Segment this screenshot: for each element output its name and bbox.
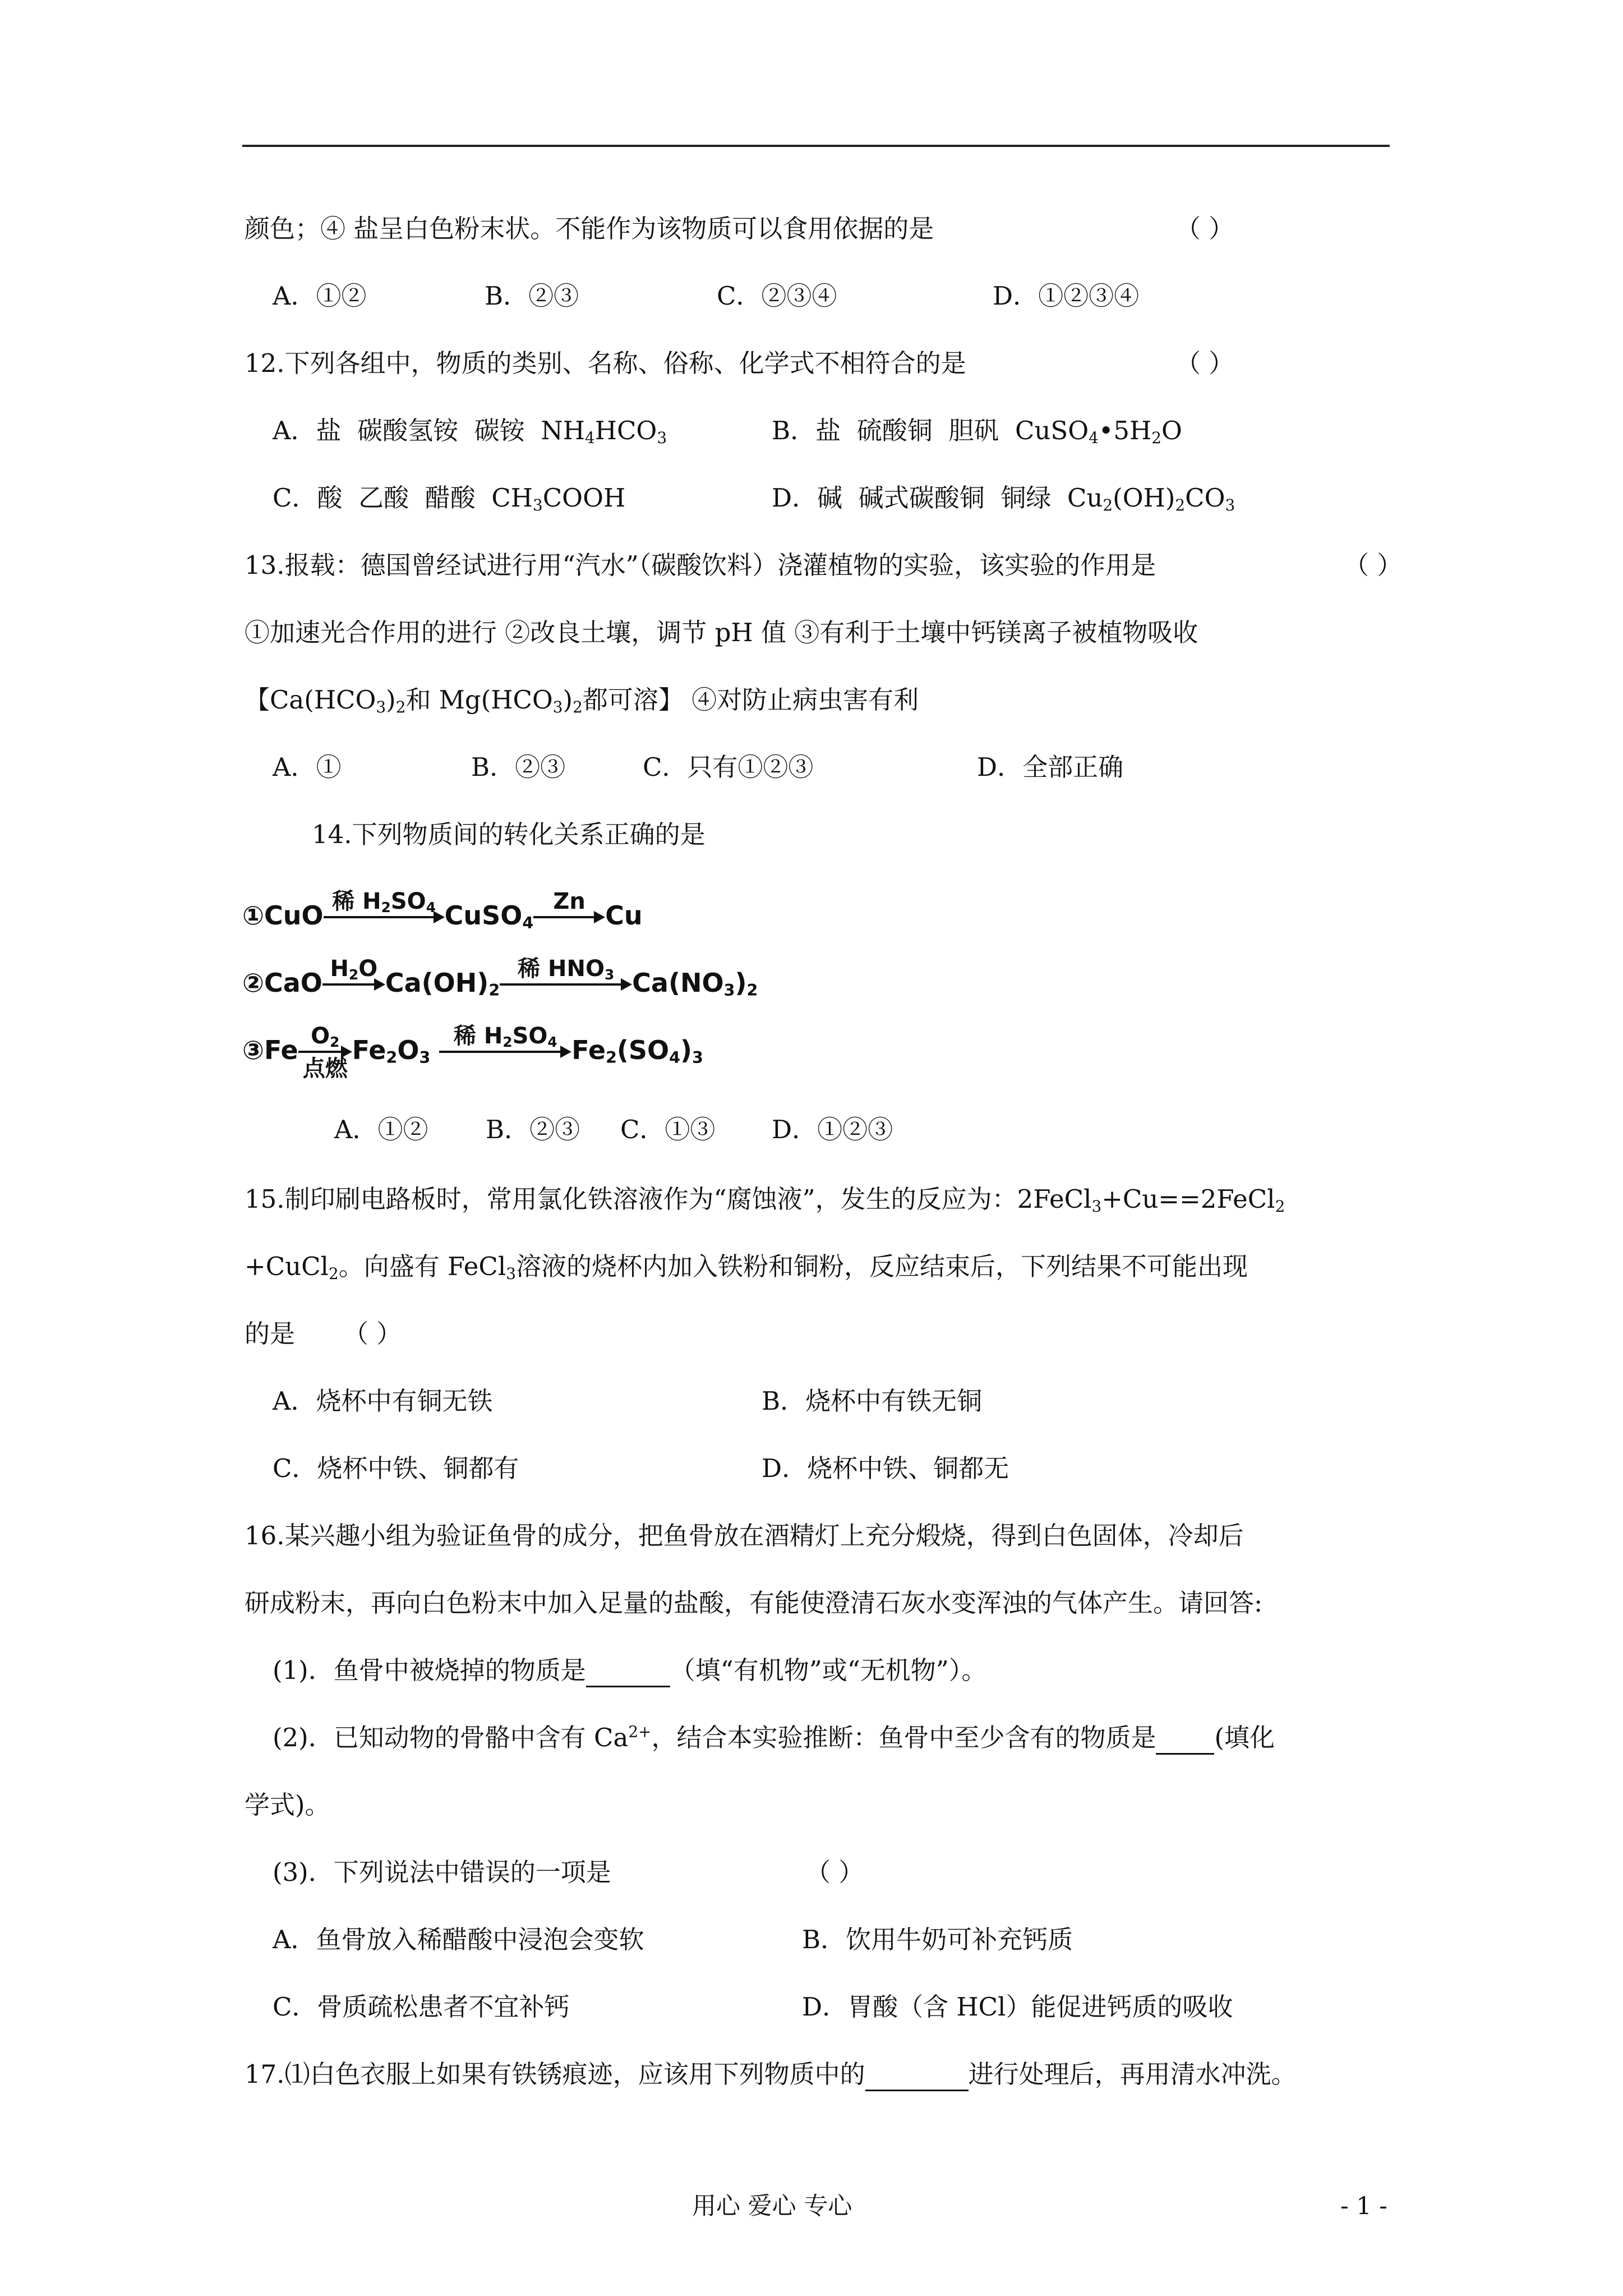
reaction-arrow: 稀 $H_2SO_4$ [439, 1044, 571, 1061]
q14-reaction-1: ①CuO 稀 $H_2SO_4$ CuSO$_4$ Zn Cu [242, 888, 643, 933]
q14-option-d: D．①②③ [772, 1115, 893, 1144]
q13-line3: 【$Ca(HCO_3)_2$和 $Mg(HCO_3)_2$都可溶】 ④对防止病虫害有利 [245, 685, 919, 716]
q15-line2: +CuCl$_2$。向盛有 FeCl$_3$溶液的烧杯内加入铁粉和铜粉，反应结束后，下列结果不可能出现 [245, 1251, 1248, 1283]
q13-stem: 13.报载：德国曾经试进行用“汽水”（碳酸饮料）浇灌植物的实验，该实验的作用是 （ ） [245, 549, 1422, 582]
q12-option-b: B．盐 硫酸铜 胆矾 $CuSO_4•5H_2O$ [772, 416, 1182, 447]
answer-blank[interactable] [1156, 1729, 1214, 1755]
q16-option-c: C．骨质疏松患者不宜补钙 [273, 1992, 570, 2022]
q15-line3: 的是 （ ） [245, 1319, 402, 1349]
q14-option-a: A．①② [334, 1115, 428, 1144]
q14-reaction-3: ③Fe $O_2$ 点燃 $Fe_2O_3$ 稀 $H_2SO_4$ $Fe_2(SO_4)_3$ [242, 1023, 703, 1082]
q13-option-d: D．全部正确 [977, 752, 1124, 782]
q13-option-b: B．②③ [471, 752, 566, 782]
q16-part2: (2)．已知动物的骨骼中含有 $Ca^{2+}$，结合本实验推断：鱼骨中至少含有的物质是 (填化 [273, 1721, 1275, 1755]
q16-option-d: D．胃酸（含 HCl）能促进钙质的吸收 [802, 1992, 1233, 2022]
q11-option-b: B．②③ [485, 281, 579, 311]
q16-part3: (3)．下列说法中错误的一项是 （ ） [273, 1856, 1282, 1889]
q12-option-a: A．盐 碳酸氢铵 碳铵 $NH_4HCO_3$ [273, 416, 667, 447]
q15-option-a: A．烧杯中有铜无铁 [273, 1386, 493, 1416]
q17-part1: 17.⑴白色衣服上如果有铁锈痕迹，应该用下列物质中的 进行处理后，再用清水冲洗。 [245, 2058, 1297, 2091]
q15-option-b: B．烧杯中有铁无铜 [762, 1386, 983, 1416]
q13-line2: ①加速光合作用的进行 ②改良土壤，调节 pH 值 ③有利于土壤中钙镁离子被植物吸收 [245, 618, 1198, 647]
q15-option-c: C．烧杯中铁、铜都有 [273, 1453, 519, 1483]
q12-option-c: C．酸 乙酸 醋酸 $CH_3COOH$ [273, 483, 626, 514]
header-rule [242, 145, 1390, 147]
q13-option-a: A．① [273, 752, 342, 782]
reaction-arrow: Zn [533, 909, 605, 926]
q16-line2: 研成粉末，再向白色粉末中加入足量的盐酸，有能使澄清石灰水变浑浊的气体产生。请回答: [245, 1588, 1263, 1618]
q16-option-b: B．饮用牛奶可补充钙质 [802, 1925, 1073, 1954]
q16-line1: 16.某兴趣小组为验证鱼骨的成分，把鱼骨放在酒精灯上充分煅烧，得到白色固体，冷却后 [245, 1521, 1244, 1550]
q15-answer-paren: （ ） [343, 1319, 402, 1349]
q13-option-c: C．只有①②③ [643, 752, 814, 782]
reaction-arrow: 稀 $H_2SO_4$ [324, 909, 445, 926]
q14-option-c: C．①③ [620, 1115, 716, 1144]
reaction-arrow: 稀 $HNO_3$ [500, 977, 632, 993]
answer-blank[interactable] [865, 2066, 969, 2091]
answer-blank[interactable] [586, 1662, 670, 1687]
q15-option-d: D．烧杯中铁、铜都无 [762, 1453, 1009, 1483]
q13-answer-paren: （ ） [1344, 550, 1403, 580]
q14-reaction-2: ②CaO $H_2O$ $Ca(OH)_2$ 稀 $HNO_3$ $Ca(NO_3)_2$ [242, 955, 758, 1000]
q11-answer-paren: （ ） [1175, 214, 1234, 243]
q16-answer-paren: （ ） [805, 1857, 864, 1887]
q16-part1: (1)．鱼骨中被烧掉的物质是 （填“有机物”或“无机物”）。 [273, 1654, 986, 1687]
page-number: - 1 - [1340, 2192, 1387, 2220]
q16-option-a: A．鱼骨放入稀醋酸中浸泡会变软 [273, 1925, 644, 1954]
q11-option-c: C．②③④ [717, 281, 837, 311]
reaction-arrow: $H_2O$ [322, 977, 385, 993]
q15-line1: 15.制印刷电路板时，常用氯化铁溶液作为“腐蚀液”，发生的反应为：2FeCl$_3$+Cu==2FeCl$_2$ [245, 1184, 1285, 1216]
q12-stem: 12.下列各组中，物质的类别、名称、俗称、化学式不相符合的是 （ ） [245, 347, 1389, 380]
q14-option-b: B．②③ [486, 1115, 580, 1144]
q12-answer-paren: （ ） [1175, 348, 1234, 378]
q14-stem: 14.下列物质间的转化关系正确的是 [312, 820, 706, 849]
reaction-arrow: $O_2$ 点燃 [298, 1044, 352, 1061]
q11-stem: 颜色；④ 盐呈白色粉末状。不能作为该物质可以食用依据的是 （ ） [245, 212, 1389, 246]
q11-option-a: A．①② [273, 281, 367, 311]
q12-option-d: D．碱 碱式碳酸铜 铜绿 $Cu_2(OH)_2CO_3$ [772, 483, 1235, 514]
footer-motto: 用心 爱心 专心 [692, 2192, 852, 2220]
q16-part2-cont: 学式)。 [245, 1790, 330, 1820]
q11-option-d: D．①②③④ [993, 281, 1140, 311]
